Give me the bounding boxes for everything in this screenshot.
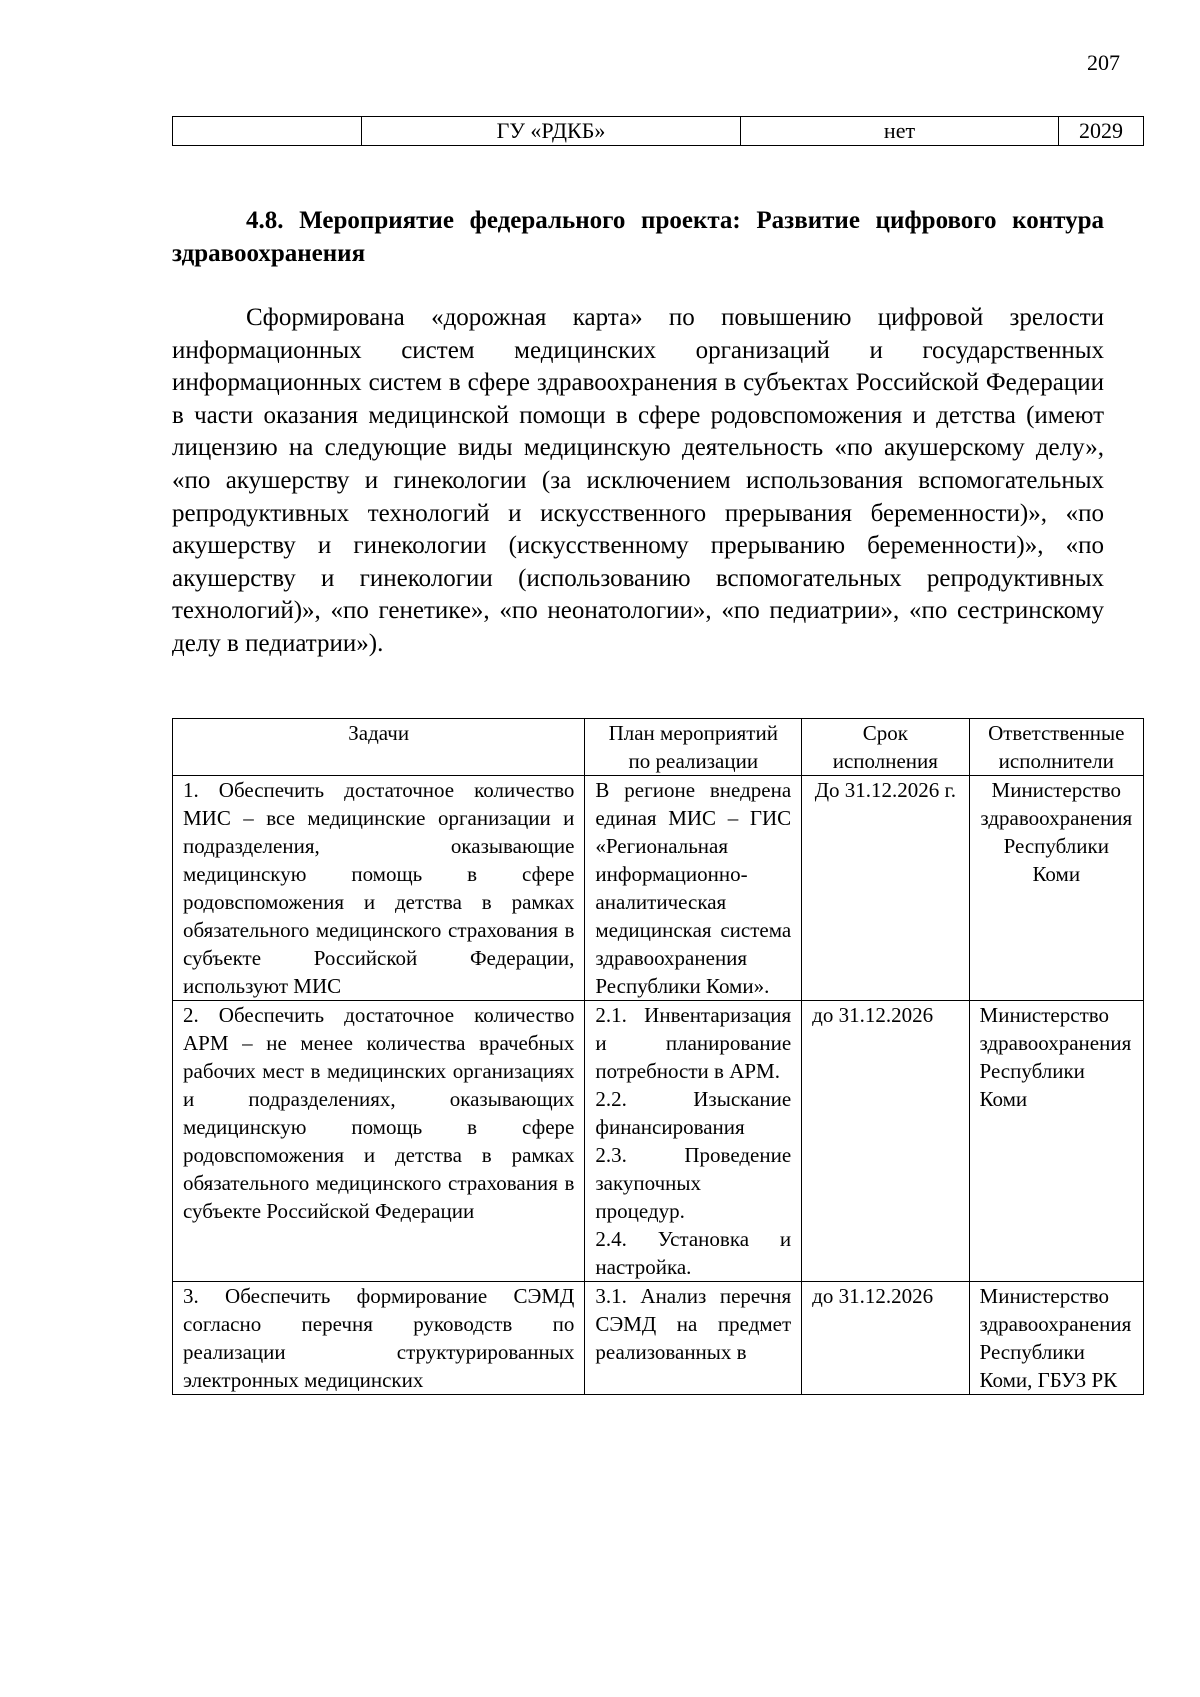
table-cell: нет xyxy=(741,117,1059,146)
tasks-table xyxy=(172,718,1144,1395)
deadline-cell: до 31.12.2026 xyxy=(802,1001,969,1282)
table-header-row xyxy=(173,719,1144,776)
plan-cell xyxy=(585,1282,802,1395)
plan-item: 2.2. Изыскание финансирования xyxy=(595,1087,792,1139)
table-row xyxy=(173,776,1144,1001)
responsible-cell: Министерство здравоохранения Республики Коми xyxy=(969,1001,1143,1282)
plan-item: 2.1. Инвентаризация и планирование потребности в АРМ. xyxy=(595,1003,792,1083)
plan-cell xyxy=(585,1001,802,1282)
header-responsible: Ответственные исполнители xyxy=(969,719,1143,776)
continuation-table xyxy=(172,116,1144,146)
responsible-cell: Министерство здравоохранения Республики Коми, ГБУЗ РК xyxy=(969,1282,1143,1395)
table-cell xyxy=(173,117,362,146)
header-deadline: Срок исполнения xyxy=(802,719,969,776)
deadline-cell: до 31.12.2026 xyxy=(802,1282,969,1395)
plan-item: 2.4. Установка и настройка. xyxy=(595,1227,792,1279)
table-cell: ГУ «РДКБ» xyxy=(362,117,741,146)
page-number: 207 xyxy=(1087,50,1120,75)
plan-item: В регионе внедрена единая МИС – ГИС «Региональная информационно-аналитическая медицинская система здравоохранения Республики Коми». xyxy=(595,778,792,998)
table-row xyxy=(173,1282,1144,1395)
header-tasks: Задачи xyxy=(173,719,585,776)
section-heading: 4.8. Мероприятие федерального проекта: Развитие цифрового контура здравоохранения xyxy=(172,207,1104,267)
header-plan: План мероприятий по реализации xyxy=(585,719,802,776)
table-row xyxy=(173,1001,1144,1282)
task-cell: 3. Обеспечить формирование СЭМД согласно перечня руководств по реализации структурированных электронных медицинских xyxy=(173,1282,585,1395)
plan-cell xyxy=(585,776,802,1001)
task-cell: 2. Обеспечить достаточное количество АРМ – не менее количества врачебных рабочих мест в медицинских организациях и подразделениях, оказывающих медицинскую помощь в сфере родовспоможения и детства в рамках обязательного медицинского страхования в субъекте Российской Федерации xyxy=(173,1001,585,1282)
plan-item: 3.1. Анализ перечня СЭМД на предмет реализованных в xyxy=(595,1284,792,1364)
responsible-cell: Министерство здравоохранения Республики Коми xyxy=(969,776,1143,1001)
plan-item: 2.3. Проведение закупочных процедур. xyxy=(595,1143,792,1223)
table-row xyxy=(173,117,1144,146)
section-paragraph: Сформирована «дорожная карта» по повышению цифровой зрелости информационных систем медицинских организаций и государственных информационных систем в сфере здравоохранения в субъектах Российской Федерации в части оказания медицинской помощи в сфере родовспоможения и детства (имеют лицензию на следующие виды медицинскую деятельность «по акушерскому делу», «по акушерству и гинекологии (за исключением использования вспомогательных репродуктивных технологий и искусственного прерывания беременности)», «по акушерству и гинекологии (искусственному прерыванию беременности)», «по акушерству и гинекологии (использованию вспомогательных репродуктивных технологий)», «по генетике», «по неонатологии», «по педиатрии», «по сестринскому делу в педиатрии»). xyxy=(172,304,1104,657)
deadline-cell: До 31.12.2026 г. xyxy=(802,776,969,1001)
task-cell: 1. Обеспечить достаточное количество МИС – все медицинские организации и подразделения, оказывающие медицинскую помощь в сфере родовспоможения и детства в рамках обязательного медицинского страхования в субъекте Российской Федерации, используют МИС xyxy=(173,776,585,1001)
table-cell: 2029 xyxy=(1059,117,1144,146)
